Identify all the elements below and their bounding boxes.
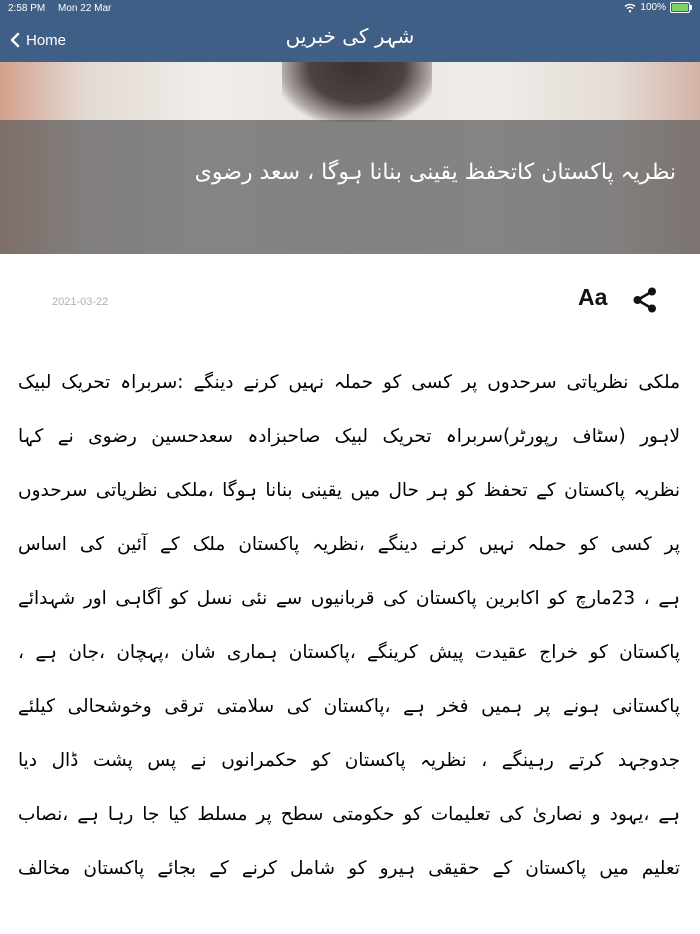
- nav-bar: [0, 18, 700, 62]
- article-headline: نظریہ پاکستان کاتحفظ یقینی بنانا ہوگا ، سعد رضوی: [194, 160, 676, 185]
- status-bar: [0, 0, 700, 18]
- article-line: تعلیم میں پاکستان کے حقیقی ہیرو کو شامل کرنے کے بجائے پاکستان مخالف: [18, 858, 680, 879]
- share-icon[interactable]: [630, 285, 660, 315]
- article-line: ہے ، 23مارچ کو اکابرین پاکستان کی قربانیوں سے نئی نسل کو آگاہی اور شہدائے: [18, 588, 680, 609]
- battery-percent: 100%: [640, 2, 666, 13]
- article-body: [18, 356, 680, 896]
- article-line: پاکستانی ہونے پر ہمیں فخر ہے ،پاکستان کی سلامتی ترقی وخوشحالی کیلئے: [18, 696, 680, 717]
- status-date: Mon 22 Mar: [58, 3, 112, 14]
- article-line: پر کسی کو حملہ نہیں کرنے دینگے ،نظریہ پاکستان ملک کے آئین کی اساس: [18, 534, 680, 555]
- article-line: نظریہ پاکستان کے تحفظ کو ہر حال میں یقینی بنانا ہوگا ،ملکی نظریاتی سرحدوں: [18, 480, 680, 501]
- status-right: [624, 2, 690, 13]
- article-line: ہے ،یہود و نصاریٰ کی تعلیمات کو حکومتی سطح پر مسلط کیا جا رہا ہے ،نصاب: [18, 804, 680, 825]
- article-line: لاہور (سٹاف رپورٹر)سربراہ تحریک لبیک صاحبزادہ سعدحسین رضوی نے کہا: [18, 426, 680, 447]
- article-meta-row: [0, 276, 700, 326]
- back-button-label: Home: [26, 31, 67, 49]
- page-title: شہر کی خبریں: [285, 24, 415, 48]
- battery-icon: [670, 2, 690, 13]
- hero-overlay: [0, 120, 700, 254]
- article-line: پاکستان کو خراج عقیدت پیش کرینگے ،پاکستان ہماری شان ،پہچان ،جان ہے ،: [18, 642, 680, 663]
- status-left: [8, 3, 121, 14]
- hero-image: [0, 62, 700, 254]
- font-size-button[interactable]: Aa: [578, 284, 608, 310]
- article-line: ملکی نظریاتی سرحدوں پر کسی کو حملہ نہیں کرنے دینگے :سربراہ تحریک لبیک: [18, 372, 680, 393]
- article-line: جدوجہد کرتے رہینگے ، نظریہ پاکستان کو حکمرانوں نے پس پشت ڈال دیا: [18, 750, 680, 771]
- hero-photo-detail: [282, 62, 432, 122]
- article-date: 2021-03-22: [52, 296, 109, 308]
- status-time: 2:58 PM: [8, 3, 46, 14]
- wifi-icon: [624, 3, 636, 13]
